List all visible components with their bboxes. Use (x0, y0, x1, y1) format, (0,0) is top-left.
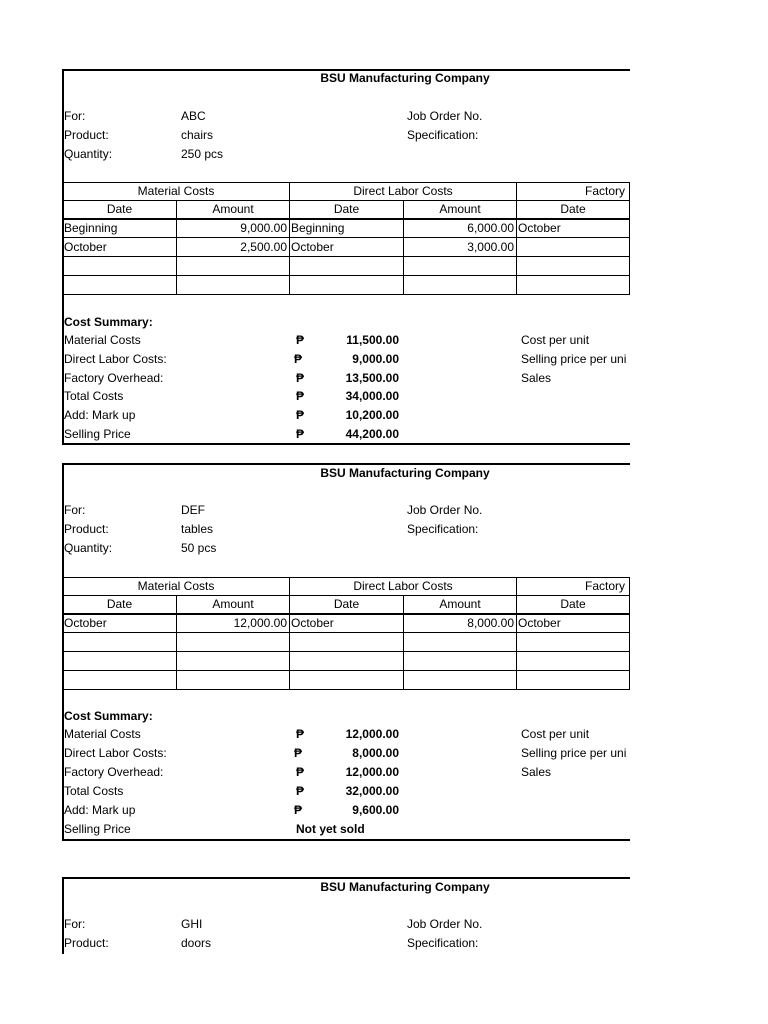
summary-value: 34,000.00 (345, 389, 399, 403)
peso-icon: ₱ (296, 765, 305, 779)
col-amount: Amount (212, 597, 254, 611)
grid-line (62, 689, 630, 690)
quantity-value: 250 pcs (181, 147, 224, 161)
labor-date: Beginning (291, 221, 345, 235)
col-amount: Amount (439, 597, 481, 611)
specification-label: Specification: (407, 936, 479, 950)
specification-label: Specification: (407, 522, 479, 536)
grid-line (62, 200, 630, 201)
product-value: tables (181, 522, 214, 536)
col-date: Date (106, 202, 133, 216)
factory-header: Factory (585, 184, 626, 198)
summary-label: Material Costs (64, 333, 141, 347)
for-value: DEF (181, 503, 205, 517)
product-label: Product: (64, 128, 109, 142)
col-date: Date (560, 202, 586, 216)
grid-line (62, 651, 630, 652)
company-title: BSU Manufacturing Company (320, 71, 490, 85)
grid-line (62, 294, 630, 295)
labor-amount: 3,000.00 (467, 240, 514, 254)
peso-icon: ₱ (296, 333, 305, 347)
col-date: Date (333, 202, 360, 216)
grid-line (62, 218, 630, 220)
grid-line (629, 577, 630, 689)
summary-value: 9,600.00 (352, 803, 399, 817)
peso-icon: ₱ (294, 803, 303, 817)
summary-value: 32,000.00 (345, 784, 399, 798)
summary-value: 12,000.00 (345, 727, 399, 741)
selling-price-per-unit-label: Selling price per uni (521, 352, 627, 366)
for-value: ABC (181, 109, 206, 123)
for-label: For: (64, 109, 86, 123)
material-date: October (64, 616, 107, 630)
quantity-label: Quantity: (64, 541, 113, 555)
material-date: October (64, 240, 107, 254)
peso-icon: ₱ (296, 427, 305, 441)
cost-summary-title: Cost Summary: (64, 315, 153, 329)
quantity-label: Quantity: (64, 147, 113, 161)
product-value: doors (181, 936, 212, 950)
section-bottom-border (62, 839, 630, 841)
summary-value: 13,500.00 (345, 371, 399, 385)
col-amount: Amount (439, 202, 481, 216)
job-order-label: Job Order No. (407, 917, 483, 931)
summary-label: Selling Price (64, 427, 131, 441)
summary-value: 12,000.00 (345, 765, 399, 779)
grid-line (62, 595, 630, 596)
direct-labor-header: Direct Labor Costs (353, 184, 453, 198)
summary-label: Direct Labor Costs: (64, 352, 167, 366)
specification-label: Specification: (407, 128, 479, 142)
labor-amount: 6,000.00 (467, 221, 514, 235)
col-date: Date (333, 597, 360, 611)
grid-line (62, 613, 630, 615)
selling-price-per-unit-label: Selling price per uni (521, 746, 627, 760)
for-value: GHI (181, 917, 203, 931)
peso-icon: ₱ (296, 389, 305, 403)
material-amount: 2,500.00 (240, 240, 287, 254)
summary-value: 11,500.00 (346, 333, 399, 347)
peso-icon: ₱ (296, 371, 305, 385)
material-amount: 9,000.00 (240, 221, 287, 235)
company-title: BSU Manufacturing Company (320, 466, 490, 480)
section-top-border (62, 877, 630, 879)
for-label: For: (64, 917, 86, 931)
grid-line (516, 577, 517, 689)
grid-line (62, 632, 630, 633)
grid-line (62, 670, 630, 671)
peso-icon: ₱ (296, 408, 305, 422)
summary-label: Factory Overhead: (64, 371, 164, 385)
material-date: Beginning (64, 221, 118, 235)
summary-label: Add: Mark up (64, 803, 136, 817)
grid-line (62, 577, 630, 578)
quantity-value: 50 pcs (181, 541, 217, 555)
grid-line (62, 237, 630, 238)
section-bottom-border (62, 443, 630, 445)
section-top-border (62, 463, 630, 465)
summary-label: Direct Labor Costs: (64, 746, 167, 760)
summary-label: Add: Mark up (64, 408, 136, 422)
summary-value: 9,000.00 (352, 352, 399, 366)
summary-label: Total Costs (64, 389, 124, 403)
factory-header: Factory (585, 579, 626, 593)
summary-value: 44,200.00 (345, 427, 399, 441)
grid-line (62, 182, 630, 183)
peso-icon: ₱ (296, 784, 305, 798)
labor-date: October (291, 240, 334, 254)
product-label: Product: (64, 936, 109, 950)
for-label: For: (64, 503, 86, 517)
col-date: Date (560, 597, 586, 611)
peso-icon: ₱ (294, 352, 303, 366)
summary-value: 10,200.00 (345, 408, 399, 422)
peso-icon: ₱ (296, 727, 305, 741)
factory-date: October (518, 221, 561, 235)
grid-line (62, 256, 630, 257)
material-costs-header: Material Costs (137, 579, 215, 593)
cost-summary-title: Cost Summary: (64, 709, 153, 723)
job-order-label: Job Order No. (407, 109, 483, 123)
summary-label: Factory Overhead: (64, 765, 164, 779)
factory-date: October (518, 616, 561, 630)
material-amount: 12,000.00 (233, 616, 287, 630)
labor-amount: 8,000.00 (467, 616, 514, 630)
summary-value: Not yet sold (296, 822, 365, 836)
direct-labor-header: Direct Labor Costs (353, 579, 453, 593)
summary-label: Material Costs (64, 727, 141, 741)
grid-line (629, 182, 630, 294)
summary-label: Total Costs (64, 784, 124, 798)
labor-date: October (291, 616, 334, 630)
material-costs-header: Material Costs (137, 184, 215, 198)
sales-label: Sales (521, 371, 552, 385)
cost-per-unit-label: Cost per unit (521, 333, 590, 347)
cost-per-unit-label: Cost per unit (521, 727, 590, 741)
product-value: chairs (181, 128, 214, 142)
company-title: BSU Manufacturing Company (320, 880, 490, 894)
summary-value: 8,000.00 (352, 746, 399, 760)
summary-label: Selling Price (64, 822, 131, 836)
col-date: Date (106, 597, 133, 611)
product-label: Product: (64, 522, 109, 536)
grid-line (516, 182, 517, 294)
col-amount: Amount (212, 202, 254, 216)
sales-label: Sales (521, 765, 552, 779)
peso-icon: ₱ (294, 746, 303, 760)
job-order-label: Job Order No. (407, 503, 483, 517)
grid-line (62, 275, 630, 276)
